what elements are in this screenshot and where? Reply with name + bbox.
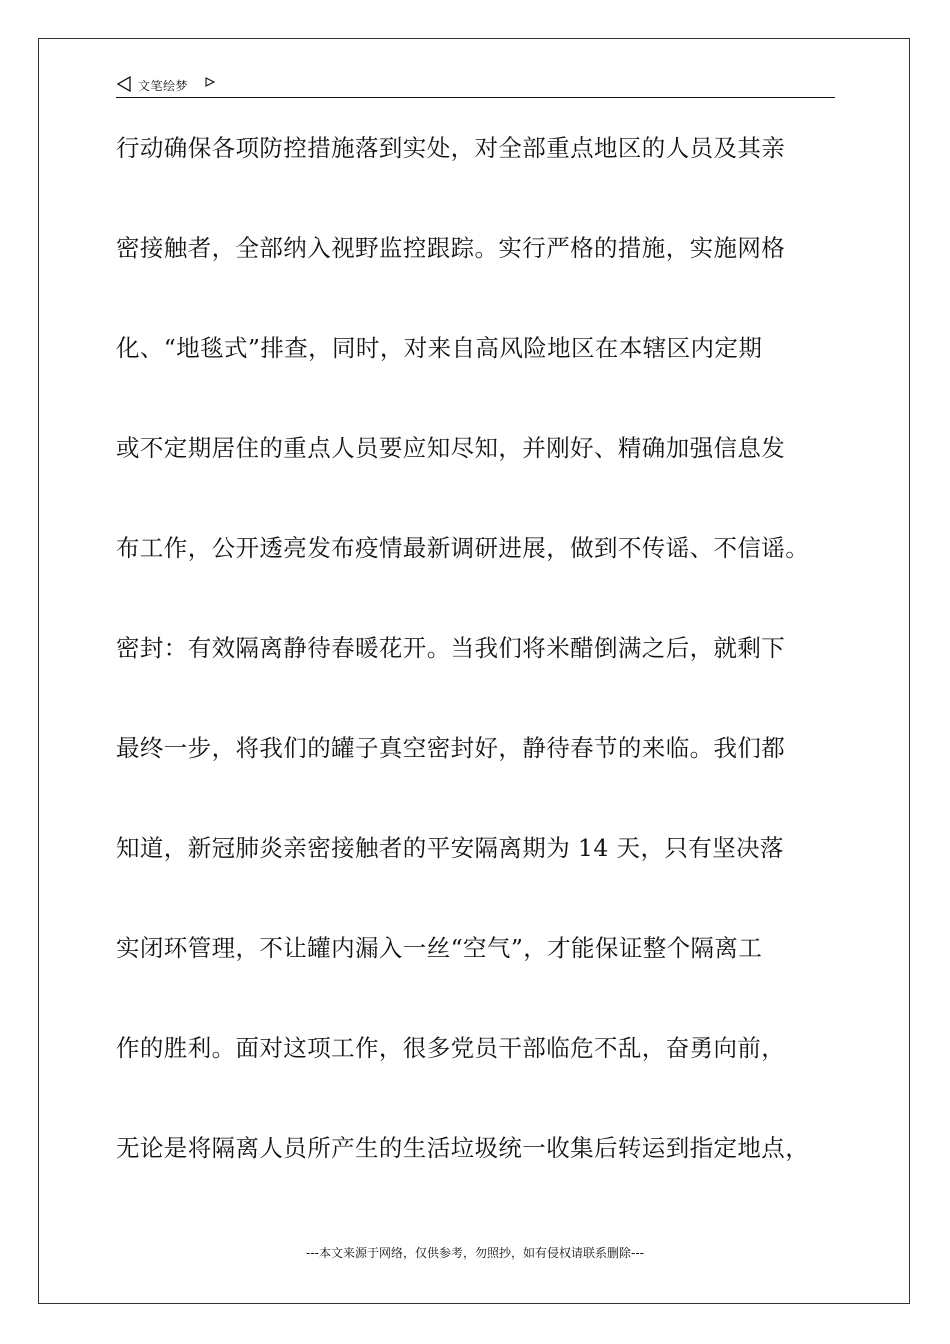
text-line: 密封：有效隔离静待春暖花开。当我们将米醋倒满之后，就剩下 [116,634,786,662]
text-line: 化、“地毯式”排查，同时，对来自高风险地区在本辖区内定期 [116,334,763,362]
footer-disclaimer: ---本文来源于网络，仅供参考，勿照抄，如有侵权请联系删除--- [306,1246,644,1260]
text-line: 最终一步，将我们的罐子真空密封好，静待春节的来临。我们都 [116,734,786,762]
text-line: 实闭环管理，不让罐内漏入一丝“空气”，才能保证整个隔离工 [116,934,763,962]
text-line: 知道，新冠肺炎亲密接触者的平安隔离期为 14 天，只有坚决落 [116,834,784,862]
text-line: 布工作，公开透亮发布疫情最新调研进展，做到不传谣、不信谣。 [116,534,810,562]
text-line: 无论是将隔离人员所产生的生活垃圾统一收集后转运到指定地点， [116,1134,810,1162]
text-line: 密接触者，全部纳入视野监控跟踪。实行严格的措施，实施网格 [116,234,786,262]
document-body [116,128,856,1228]
triangle-left-outline-icon [116,76,132,92]
header-brand: 文笔绘梦 [138,79,189,93]
text-line: 或不定期居住的重点人员要应知尽知，并刚好、精确加强信息发 [116,434,786,462]
text-line: 作的胜利。面对这项工作，很多党员干部临危不乱，奋勇向前， [116,1034,786,1062]
page-header [116,74,835,98]
text-line: 行动确保各项防控措施落到实处，对全部重点地区的人员及其亲 [116,134,786,162]
triangle-right-outline-icon [205,77,215,87]
